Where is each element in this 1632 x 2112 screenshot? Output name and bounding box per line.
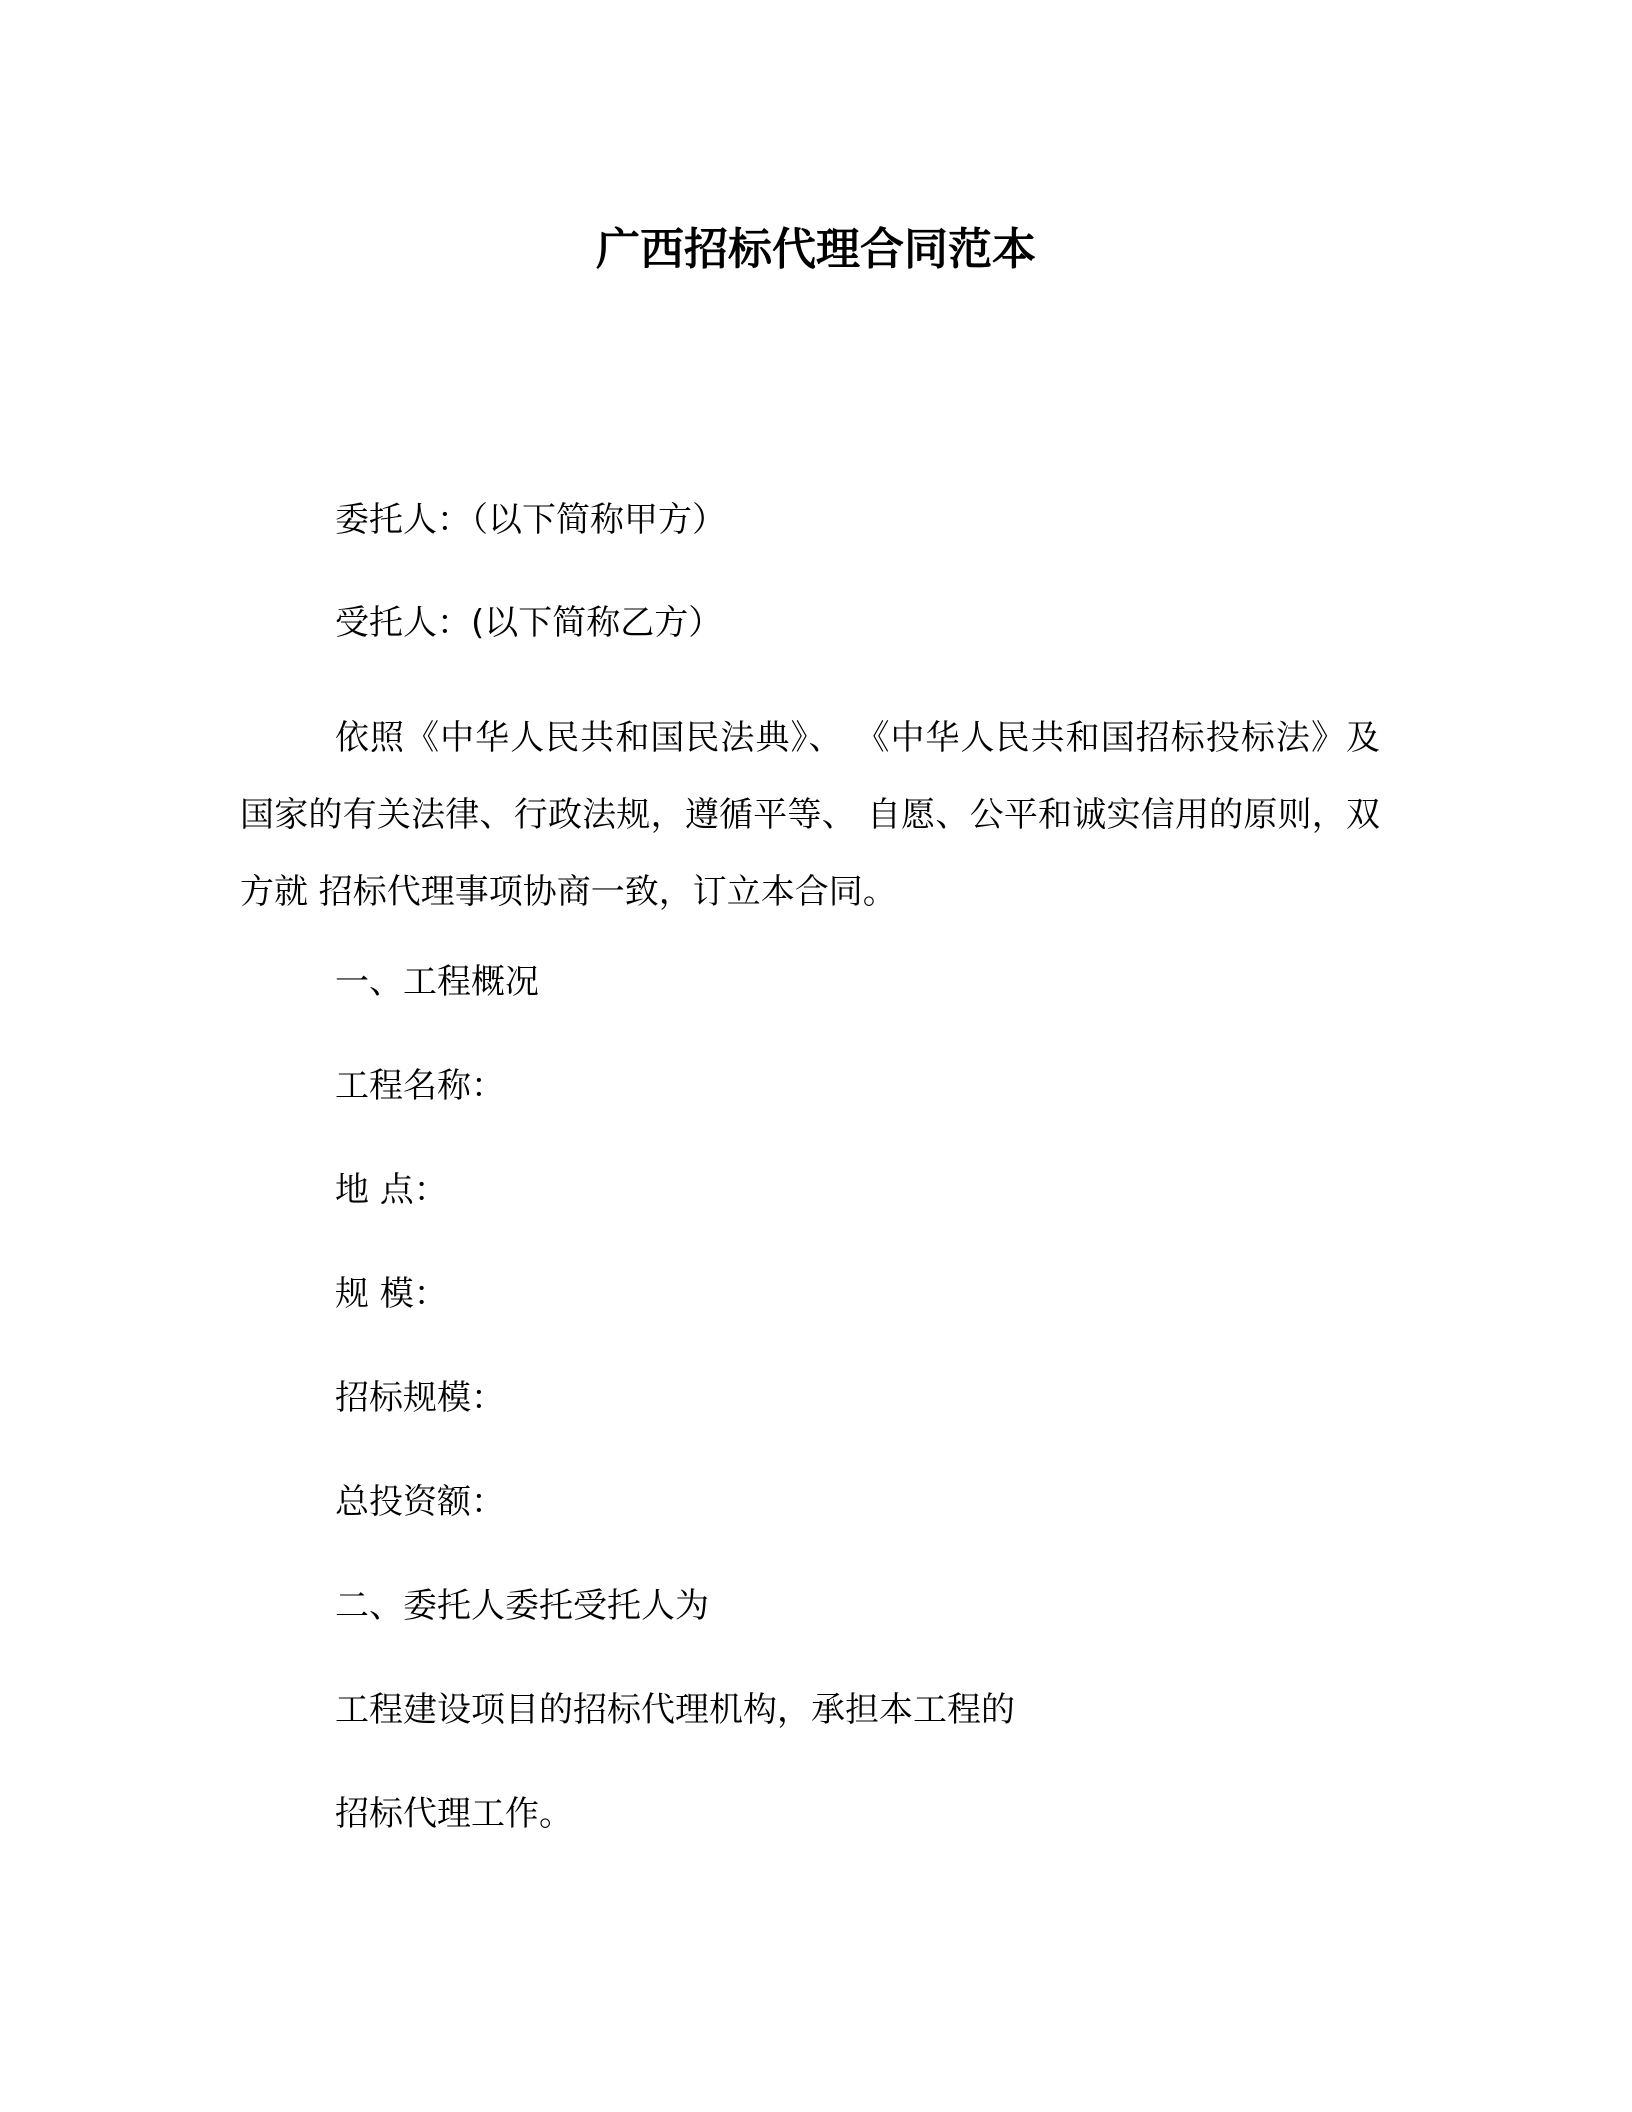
project-name-field: 工程名称：: [335, 1066, 505, 1106]
section1-heading: 一、工程概况: [335, 962, 539, 1002]
agent-line: 受托人：(以下简称乙方）: [335, 603, 723, 643]
section2-heading: 二、委托人委托受托人为: [335, 1586, 709, 1626]
section2-line1: 工程建设项目的招标代理机构，承担本工程的: [335, 1690, 1015, 1730]
client-line: 委托人：（以下简称甲方）: [335, 500, 726, 540]
location-field: 地 点：: [335, 1170, 448, 1210]
intro-paragraph: 依照《中华人民共和国民法典》、 《中华人民共和国招标投标法》及国家的有关法律、行政法规，遵循平等、 自愿、公平和诚实信用的原则，双方就 招标代理事项协商一致，订立本合同。: [240, 718, 1380, 912]
section2-line2: 招标代理工作。: [335, 1794, 573, 1834]
document-title: 广西招标代理合同范本: [596, 224, 1036, 275]
bid-scale-field: 招标规模：: [335, 1378, 505, 1418]
scale-field: 规 模：: [335, 1274, 448, 1314]
total-investment-field: 总投资额：: [335, 1482, 505, 1522]
